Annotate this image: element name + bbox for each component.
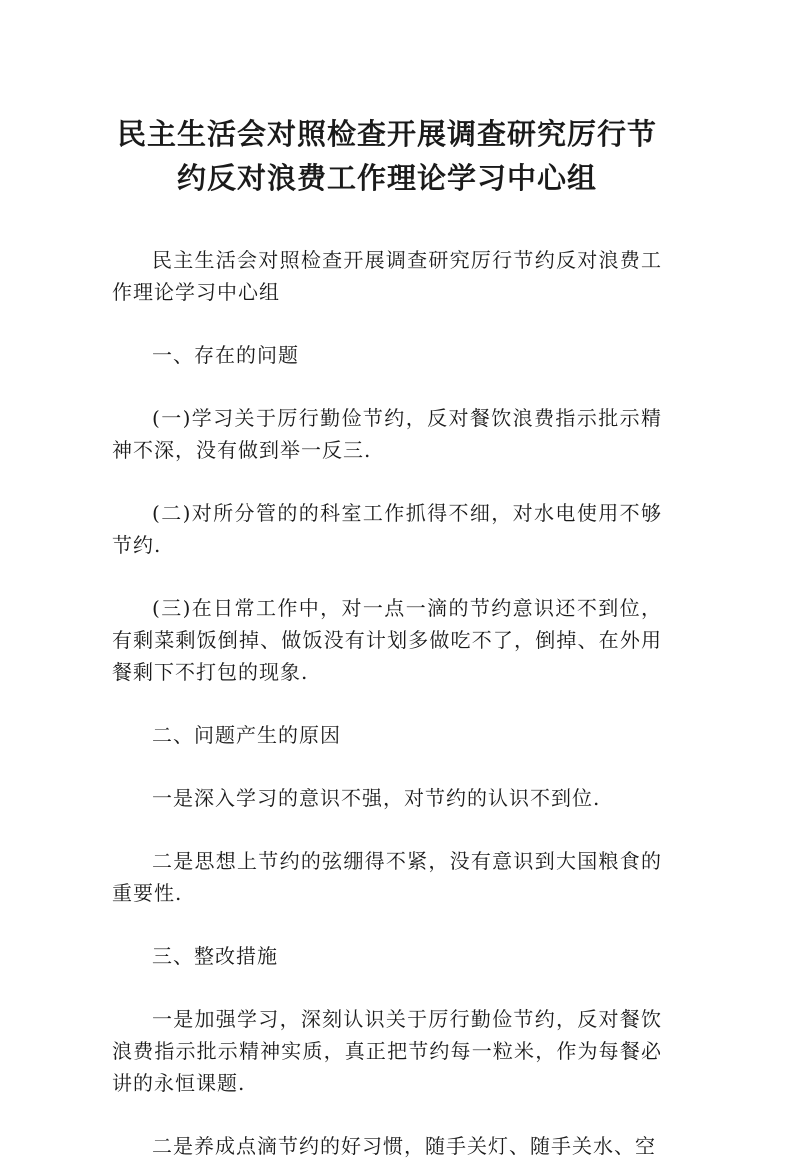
problem-item-1: (一)学习关于厉行勤俭节约，反对餐饮浪费指示批示精神不深，没有做到举一反三. — [112, 406, 662, 462]
cause-item-2: 二是思想上节约的弦绷得不紧，没有意识到大国粮食的重要性. — [112, 849, 662, 905]
problem-item-3: (三)在日常工作中，对一点一滴的节约意识还不到位，有剩菜剩饭倒掉、做饭没有计划多做吃不了，倒掉、在外用餐剩下不打包的现象. — [112, 596, 662, 684]
problem-item-2: (二)对所分管的的科室工作抓得不细，对水电使用不够节约. — [112, 501, 662, 557]
measure-item-1: 一是加强学习，深刻认识关于厉行勤俭节约，反对餐饮浪费指示批示精神实质，真正把节约每一粒米，作为每餐必讲的永恒课题. — [112, 1007, 662, 1095]
cause-item-1: 一是深入学习的意识不强，对节约的认识不到位. — [152, 786, 601, 810]
document-title — [112, 112, 662, 200]
intro-paragraph: 民主生活会对照检查开展调查研究厉行节约反对浪费工作理论学习中心组 — [112, 248, 662, 304]
title-line-1: 民主生活会对照检查开展调查研究厉行节 — [116, 117, 657, 151]
title-line-2: 约反对浪费工作理论学习中心组 — [176, 161, 597, 195]
measure-item-2: 二是养成点滴节约的好习惯，随手关灯、随手关水、空 — [152, 1134, 656, 1158]
section-heading-problems: 一、存在的问题 — [152, 343, 299, 367]
section-heading-measures: 三、整改措施 — [152, 944, 278, 968]
section-heading-causes: 二、问题产生的原因 — [152, 723, 341, 747]
